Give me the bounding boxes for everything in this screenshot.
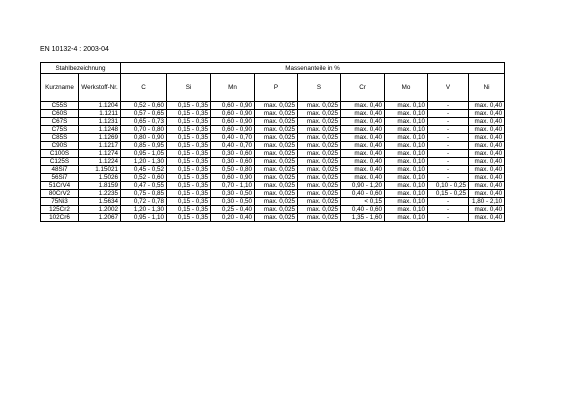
table-cell: C125S (41, 158, 79, 166)
table-cell: 0,60 - 0,90 (211, 174, 255, 182)
table-cell: 1.8159 (79, 182, 121, 190)
table-cell: max. 0,40 (341, 118, 385, 126)
column-header: C (121, 74, 167, 102)
table-cell: 0,25 - 0,40 (211, 206, 255, 214)
table-cell: max. 0,10 (385, 182, 428, 190)
table-row (41, 102, 505, 110)
table-cell: max. 0,40 (341, 174, 385, 182)
table-cell: max. 0,10 (385, 198, 428, 206)
table-cell: C90S (41, 142, 79, 150)
table-cell: max. 0,025 (298, 126, 341, 134)
table-cell: 0,15 - 0,35 (167, 174, 211, 182)
table-cell: max. 0,025 (255, 198, 298, 206)
table-cell: max. 0,40 (341, 166, 385, 174)
table-cell: max. 0,40 (469, 174, 505, 182)
table-cell: - (428, 118, 469, 126)
table-row (41, 214, 505, 222)
table-cell: max. 0,025 (255, 102, 298, 110)
table-cell: 75Ni3 (41, 198, 79, 206)
table-cell: 0,30 - 0,50 (211, 190, 255, 198)
table-cell: 0,72 - 0,78 (121, 198, 167, 206)
table-cell: max. 0,40 (469, 158, 505, 166)
table-cell: 0,15 - 0,25 (428, 190, 469, 198)
table-cell: max. 0,025 (298, 214, 341, 222)
table-cell: 1.1231 (79, 118, 121, 126)
table-row (41, 182, 505, 190)
table-cell: 1,80 - 2,10 (469, 198, 505, 206)
table-cell: 0,85 - 0,95 (121, 142, 167, 150)
table-cell: max. 0,10 (385, 190, 428, 198)
table-cell: max. 0,025 (255, 206, 298, 214)
table-cell: 1,20 - 1,30 (121, 158, 167, 166)
table-cell: max. 0,025 (298, 206, 341, 214)
table-cell: C67S (41, 118, 79, 126)
table-cell: max. 0,40 (469, 166, 505, 174)
column-header: Werkstoff-Nr. (79, 74, 121, 102)
table-cell: 48Si7 (41, 166, 79, 174)
table-cell: 0,30 - 0,50 (211, 198, 255, 206)
table-cell: 0,15 - 0,35 (167, 134, 211, 142)
column-header: Si (167, 74, 211, 102)
table-cell: max. 0,025 (255, 158, 298, 166)
table-row (41, 134, 505, 142)
table-cell: - (428, 150, 469, 158)
table-cell: C75S (41, 126, 79, 134)
column-header: Kurzname (41, 74, 79, 102)
table-cell: max. 0,025 (298, 158, 341, 166)
table-row (41, 118, 505, 126)
table-cell: - (428, 102, 469, 110)
table-cell: max. 0,40 (469, 134, 505, 142)
table-cell: 1.1274 (79, 150, 121, 158)
table-cell: 1,35 - 1,60 (341, 214, 385, 222)
table-cell: 1.1204 (79, 102, 121, 110)
table-cell: 0,40 - 0,70 (211, 142, 255, 150)
table-cell: max. 0,025 (255, 214, 298, 222)
group-header-row (41, 63, 505, 74)
table-row (41, 206, 505, 214)
column-header: P (255, 74, 298, 102)
table-row (41, 158, 505, 166)
table-cell: 56Si7 (41, 174, 79, 182)
table-cell: max. 0,40 (341, 126, 385, 134)
table-cell: max. 0,40 (469, 102, 505, 110)
table-cell: 0,52 - 0,60 (121, 174, 167, 182)
table-cell: max. 0,40 (341, 158, 385, 166)
table-cell: max. 0,10 (385, 102, 428, 110)
table-cell: 0,47 - 0,55 (121, 182, 167, 190)
column-header: S (298, 74, 341, 102)
column-header: V (428, 74, 469, 102)
table-cell: 0,95 - 1,10 (121, 214, 167, 222)
table-cell: 1.2235 (79, 190, 121, 198)
table-cell: max. 0,40 (341, 102, 385, 110)
table-cell: 0,15 - 0,35 (167, 214, 211, 222)
table-cell: 1.1211 (79, 110, 121, 118)
table-cell: 0,40 - 0,60 (341, 206, 385, 214)
table-cell: max. 0,025 (255, 142, 298, 150)
table-cell: 0,60 - 0,90 (211, 110, 255, 118)
table-cell: 0,15 - 0,35 (167, 182, 211, 190)
table-cell: 0,40 - 0,60 (341, 190, 385, 198)
table-cell: - (428, 174, 469, 182)
table-cell: - (428, 214, 469, 222)
table-cell: max. 0,10 (385, 134, 428, 142)
table-cell: C60S (41, 110, 79, 118)
table-cell: 1.15021 (79, 166, 121, 174)
table-cell: max. 0,10 (385, 214, 428, 222)
table-cell: max. 0,40 (469, 182, 505, 190)
table-cell: max. 0,025 (255, 126, 298, 134)
table-cell: - (428, 198, 469, 206)
table-cell: max. 0,025 (298, 166, 341, 174)
table-row (41, 150, 505, 158)
designation-header: Stahlbezeichnung (41, 63, 121, 74)
table-row (41, 198, 505, 206)
table-cell: 0,15 - 0,35 (167, 166, 211, 174)
table-cell: 0,15 - 0,35 (167, 158, 211, 166)
table-cell: 51CrV4 (41, 182, 79, 190)
table-cell: 0,57 - 0,65 (121, 110, 167, 118)
table-cell: 0,30 - 0,60 (211, 158, 255, 166)
table-cell: 0,15 - 0,35 (167, 102, 211, 110)
column-header: Cr (341, 74, 385, 102)
table-cell: 0,30 - 0,60 (211, 150, 255, 158)
table-cell: 0,65 - 0,73 (121, 118, 167, 126)
table-cell: max. 0,025 (255, 110, 298, 118)
table-cell: 0,15 - 0,35 (167, 190, 211, 198)
table-cell: 1.5026 (79, 174, 121, 182)
table-cell: 0,52 - 0,60 (121, 102, 167, 110)
table-cell: max. 0,025 (255, 118, 298, 126)
table-row (41, 174, 505, 182)
table-cell: 0,15 - 0,35 (167, 150, 211, 158)
table-row (41, 142, 505, 150)
table-cell: max. 0,025 (255, 134, 298, 142)
table-cell: - (428, 166, 469, 174)
table-cell: - (428, 126, 469, 134)
table-row (41, 110, 505, 118)
table-cell: max. 0,40 (469, 110, 505, 118)
table-cell: max. 0,025 (298, 118, 341, 126)
table-cell: C85S (41, 134, 79, 142)
table-cell: max. 0,40 (469, 118, 505, 126)
table-cell: max. 0,40 (341, 150, 385, 158)
table-cell: max. 0,025 (255, 174, 298, 182)
table-cell: 1,20 - 1,30 (121, 206, 167, 214)
table-cell: max. 0,025 (255, 150, 298, 158)
table-cell: max. 0,40 (469, 150, 505, 158)
table-cell: 0,45 - 0,52 (121, 166, 167, 174)
table-cell: 0,90 - 1,20 (341, 182, 385, 190)
table-cell: - (428, 134, 469, 142)
table-cell: < 0,15 (341, 198, 385, 206)
table-cell: max. 0,10 (385, 118, 428, 126)
table-cell: 1.1248 (79, 126, 121, 134)
table-cell: max. 0,40 (341, 142, 385, 150)
table-cell: max. 0,10 (385, 150, 428, 158)
table-cell: 1.2067 (79, 214, 121, 222)
table-row (41, 190, 505, 198)
table-cell: 0,75 - 0,85 (121, 190, 167, 198)
table-cell: max. 0,025 (298, 174, 341, 182)
column-header: Ni (469, 74, 505, 102)
table-cell: max. 0,025 (298, 182, 341, 190)
table-cell: max. 0,025 (298, 102, 341, 110)
column-header: Mn (211, 74, 255, 102)
table-cell: 1.1224 (79, 158, 121, 166)
table-cell: C100S (41, 150, 79, 158)
composition-header: Massenanteile in % (121, 63, 505, 74)
table-cell: 0,50 - 0,80 (211, 166, 255, 174)
table-cell: max. 0,40 (469, 206, 505, 214)
table-cell: - (428, 110, 469, 118)
table-cell: 125Cr2 (41, 206, 79, 214)
table-cell: 1.1269 (79, 134, 121, 142)
table-cell: max. 0,10 (385, 174, 428, 182)
table-cell: max. 0,025 (298, 134, 341, 142)
table-cell: 1.2002 (79, 206, 121, 214)
table-cell: max. 0,025 (298, 190, 341, 198)
table-cell: max. 0,10 (385, 126, 428, 134)
table-cell: max. 0,40 (469, 190, 505, 198)
composition-table (40, 62, 505, 222)
table-cell: 0,15 - 0,35 (167, 142, 211, 150)
table-cell: max. 0,40 (469, 142, 505, 150)
table-cell: max. 0,40 (469, 214, 505, 222)
table-cell: - (428, 142, 469, 150)
table-cell: 80CrV2 (41, 190, 79, 198)
table-cell: 0,15 - 0,35 (167, 206, 211, 214)
table-cell: max. 0,025 (298, 150, 341, 158)
table-row (41, 166, 505, 174)
table-cell: max. 0,025 (255, 190, 298, 198)
table-cell: 0,15 - 0,35 (167, 110, 211, 118)
table-cell: 0,15 - 0,35 (167, 126, 211, 134)
table-cell: max. 0,40 (341, 110, 385, 118)
table-cell: 1.1217 (79, 142, 121, 150)
table-cell: 0,60 - 0,90 (211, 118, 255, 126)
table-cell: 0,60 - 0,90 (211, 102, 255, 110)
table-cell: - (428, 158, 469, 166)
table-cell: max. 0,40 (341, 134, 385, 142)
table-cell: max. 0,10 (385, 206, 428, 214)
table-cell: 0,20 - 0,40 (211, 214, 255, 222)
table-cell: max. 0,025 (255, 166, 298, 174)
column-header-row (41, 74, 505, 102)
table-cell: max. 0,025 (255, 182, 298, 190)
table-cell: max. 0,025 (298, 142, 341, 150)
table-cell: max. 0,10 (385, 158, 428, 166)
table-row (41, 126, 505, 134)
table-cell: 1.5634 (79, 198, 121, 206)
standard-title: EN 10132-4 : 2003-04 (40, 46, 109, 53)
table-cell: C55S (41, 102, 79, 110)
table-cell: 102Cr6 (41, 214, 79, 222)
table-cell: max. 0,10 (385, 142, 428, 150)
table-cell: max. 0,025 (298, 110, 341, 118)
table-cell: max. 0,10 (385, 166, 428, 174)
table-cell: 0,70 - 0,80 (121, 126, 167, 134)
table-cell: max. 0,10 (385, 110, 428, 118)
table-cell: 0,40 - 0,70 (211, 134, 255, 142)
table-cell: max. 0,40 (469, 126, 505, 134)
table-body (41, 102, 505, 222)
table-cell: - (428, 206, 469, 214)
table-cell: 0,15 - 0,35 (167, 198, 211, 206)
table-cell: 0,10 - 0,25 (428, 182, 469, 190)
table-cell: 0,80 - 0,90 (121, 134, 167, 142)
table-cell: 0,95 - 1,05 (121, 150, 167, 158)
table-cell: max. 0,025 (298, 198, 341, 206)
table-cell: 0,60 - 0,90 (211, 126, 255, 134)
table-cell: 0,70 - 1,10 (211, 182, 255, 190)
table-cell: 0,15 - 0,35 (167, 118, 211, 126)
column-header: Mo (385, 74, 428, 102)
